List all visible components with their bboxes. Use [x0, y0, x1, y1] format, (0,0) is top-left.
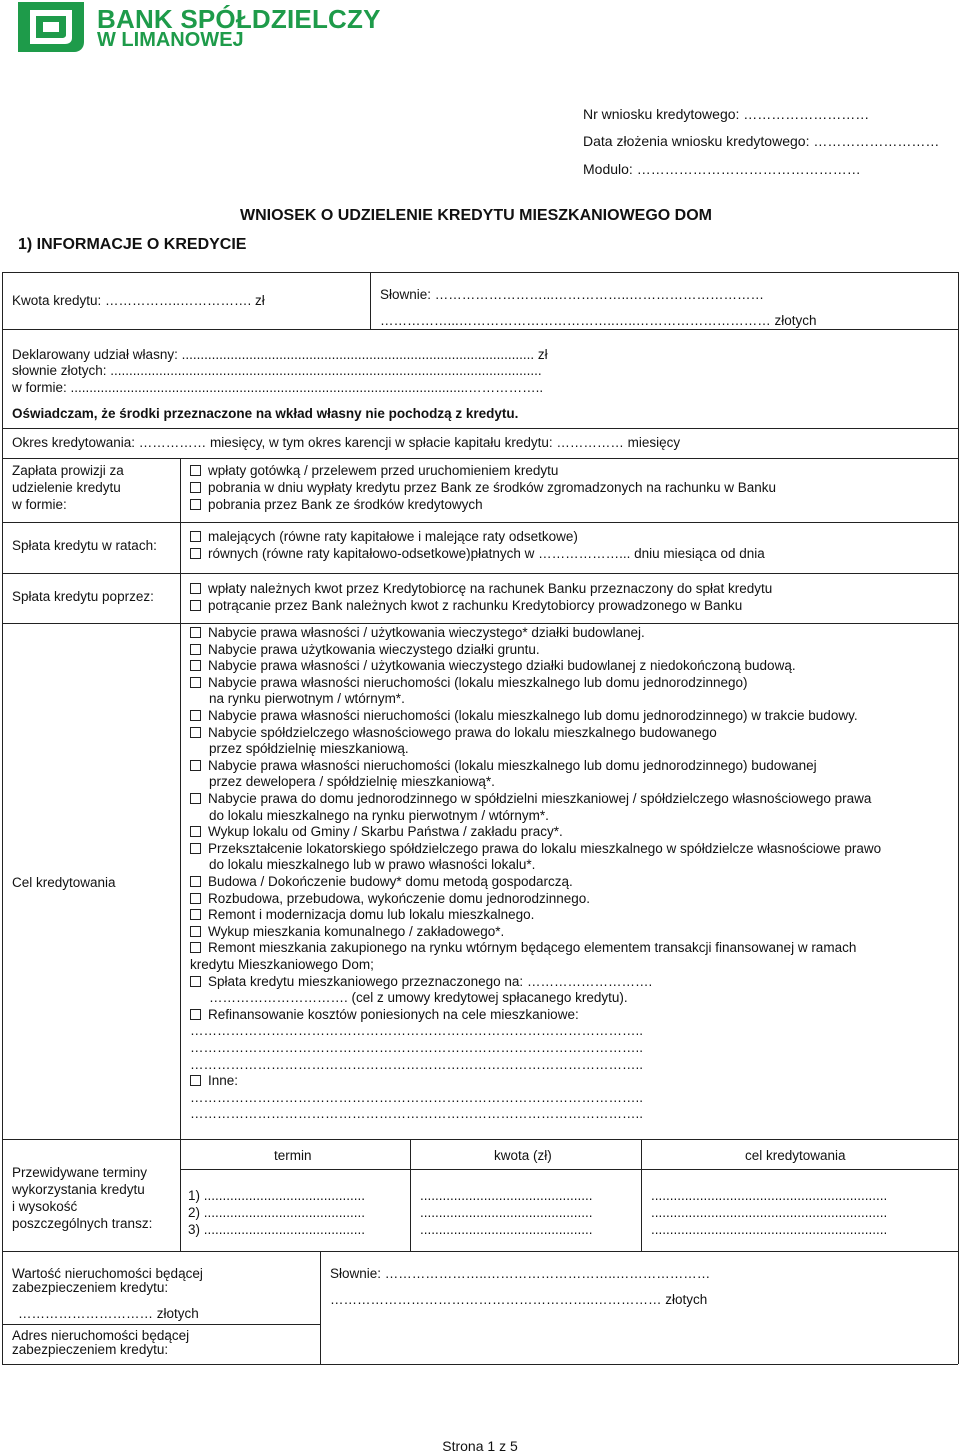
page-number: Strona 1 z 5	[442, 1438, 518, 1454]
repayment-method-label: Spłata kredytu poprzez:	[12, 589, 154, 604]
checkbox-icon[interactable]	[190, 548, 201, 559]
checkbox-icon[interactable]	[190, 876, 201, 887]
checkbox-icon[interactable]	[190, 760, 201, 771]
checkbox-icon[interactable]	[190, 627, 201, 638]
checkbox-icon[interactable]	[190, 482, 201, 493]
tranche-amount-field[interactable]: ..............................................	[420, 1205, 593, 1220]
tranche-purpose-field[interactable]: ...............................................................	[651, 1222, 888, 1237]
loan-purpose-option[interactable]: Refinansowanie kosztów poniesionych na cele mieszkaniowe:	[190, 1007, 579, 1023]
loan-purpose-option[interactable]: Inne:	[190, 1073, 238, 1089]
property-value-words-line2[interactable]: …………………………………………………..…………… złotych	[330, 1292, 708, 1307]
loan-amount-words-line2[interactable]: ……………...……………………………..…..………………………… złotych	[380, 313, 817, 328]
loan-purpose-option[interactable]: Budowa / Dokończenie budowy* domu metodą gospodarczą.	[190, 874, 573, 890]
checkbox-icon[interactable]	[190, 531, 201, 542]
checkbox-icon[interactable]	[190, 465, 201, 476]
loan-purpose-line[interactable]: na rynku pierwotnym / wtórnym*.	[209, 691, 405, 707]
commission-label-line2: udzielenie kredytu	[12, 480, 121, 495]
checkbox-icon[interactable]	[190, 843, 201, 854]
property-value-label-line1: Wartość nieruchomości będącej	[12, 1266, 203, 1281]
loan-purpose-option[interactable]: Wykup mieszkania komunalnego / zakładowego*.	[190, 924, 504, 940]
checkbox-icon[interactable]	[190, 600, 201, 611]
column-header-amount: kwota (zł)	[494, 1148, 552, 1163]
tranche-purpose-field[interactable]: ...............................................................	[651, 1188, 888, 1203]
tranches-label-line3: i wysokość	[12, 1199, 78, 1214]
checkbox-icon[interactable]	[190, 644, 201, 655]
section-title: 1) INFORMACJE O KREDYCIE	[18, 236, 247, 253]
loan-purpose-line[interactable]: ………………………………………………………………………………………..	[190, 1056, 644, 1072]
module-field[interactable]: Modulo: …………………………………………	[583, 161, 861, 177]
loan-purpose-option[interactable]: Remont mieszkania zakupionego na rynku wtórnym będącego elementem transakcji finansowanej w ramach	[190, 940, 856, 956]
property-value-label-line2: zabezpieczeniem kredytu:	[12, 1280, 169, 1295]
checkbox-icon[interactable]	[190, 926, 201, 937]
loan-purpose-line[interactable]: ………………………………………………………………………………………..	[190, 1040, 644, 1055]
installments-option[interactable]: malejących (równe raty kapitałowe i malejące raty odsetkowe)	[190, 529, 578, 545]
checkbox-icon[interactable]	[190, 976, 201, 987]
tranche-amount-field[interactable]: ..............................................	[420, 1222, 593, 1237]
loan-purpose-line[interactable]: do lokalu mieszkalnego na rynku pierwotnym / wtórnym*.	[209, 807, 549, 823]
bank-name-line2: W LIMANOWEJ	[97, 29, 244, 51]
loan-purpose-line[interactable]: do lokalu mieszkalnego lub w prawo własności lokalu*.	[209, 857, 536, 873]
loan-period-field[interactable]: Okres kredytowania: …………… miesięcy, w tym okres karencji w spłacie kapitału kredytu: …………… miesięcy	[12, 435, 681, 450]
column-header-term: termin	[274, 1148, 312, 1163]
checkbox-icon[interactable]	[190, 942, 201, 953]
tranche-term-field[interactable]: 1) ...........................................	[188, 1188, 366, 1203]
checkbox-icon[interactable]	[190, 893, 201, 904]
application-number-field[interactable]: Nr wniosku kredytowego: ………………………	[583, 106, 870, 122]
application-date-field[interactable]: Data złożenia wniosku kredytowego: ………………………	[583, 133, 940, 149]
loan-purpose-line[interactable]: kredytu Mieszkaniowego Dom;	[190, 957, 374, 972]
checkbox-icon[interactable]	[190, 499, 201, 510]
repayment-method-option[interactable]: potrącanie przez Bank należnych kwot z rachunku Kredytobiorcy prowadzonego w Banku	[190, 598, 742, 614]
commission-label-line1: Zapłata prowizji za	[12, 463, 124, 478]
loan-purpose-option[interactable]: Nabycie prawa własności / użytkowania wieczystego* działki budowlanej.	[190, 625, 645, 641]
tranche-term-field[interactable]: 3) ...........................................	[188, 1222, 366, 1237]
loan-purpose-line[interactable]: ………………………………………………………………………………………..	[190, 1106, 644, 1122]
checkbox-icon[interactable]	[190, 660, 201, 671]
loan-purpose-label: Cel kredytowania	[12, 875, 116, 890]
loan-purpose-option[interactable]: Nabycie prawa użytkowania wieczystego działki gruntu.	[190, 642, 540, 658]
repayment-method-option[interactable]: wpłaty należnych kwot przez Kredytobiorcę na rachunek Banku przeznaczony do spłat kredytu	[190, 581, 772, 597]
commission-option[interactable]: pobrania przez Bank ze środków kredytowych	[190, 497, 483, 513]
commission-option[interactable]: wpłaty gotówką / przelewem przed uruchomieniem kredytu	[190, 463, 558, 479]
loan-purpose-option[interactable]: Przekształcenie lokatorskiego spółdzielczego prawa do lokalu mieszkalnego w spółdzielcze własnościowe prawo	[190, 841, 881, 857]
own-funds-declaration: Oświadczam, że środki przeznaczone na wkład własny nie pochodzą z kredytu.	[12, 406, 519, 421]
column-header-purpose: cel kredytowania	[745, 1148, 846, 1163]
loan-purpose-line[interactable]: przez dewelopera / spółdzielnię mieszkaniową*.	[209, 774, 495, 790]
tranches-label-line4: poszczególnych transz:	[12, 1216, 153, 1231]
checkbox-icon[interactable]	[190, 1075, 201, 1086]
commission-option[interactable]: pobrania w dniu wypłaty kredytu przez Bank ze środków zgromadzonych na rachunku w Banku	[190, 480, 776, 496]
loan-purpose-line[interactable]: …………………………. (cel z umowy kredytowej spłacanego kredytu).	[209, 990, 628, 1006]
tranche-term-field[interactable]: 2) ...........................................	[188, 1205, 366, 1220]
tranche-amount-field[interactable]: ..............................................	[420, 1188, 593, 1203]
loan-purpose-option[interactable]: Nabycie spółdzielczego własnościowego prawa do lokalu mieszkalnego budowanego	[190, 725, 717, 741]
bank-logo-icon	[16, 2, 86, 54]
installments-label: Spłata kredytu w ratach:	[12, 538, 157, 553]
loan-purpose-option[interactable]: Nabycie prawa własności nieruchomości (lokalu mieszkalnego lub domu jednorodzinnego) budowanej	[190, 758, 817, 774]
checkbox-icon[interactable]	[190, 677, 201, 688]
loan-amount-field[interactable]: Kwota kredytu: ……………..……………. zł	[12, 293, 265, 308]
commission-label-line3: w formie:	[12, 497, 67, 512]
property-address-label-line2: zabezpieczeniem kredytu:	[12, 1342, 169, 1357]
own-contribution-form-field[interactable]: w formie: ..........................................................................................................……………..	[12, 380, 544, 395]
checkbox-icon[interactable]	[190, 1009, 201, 1020]
loan-purpose-line[interactable]: ………………………………………………………………………………………..	[190, 1089, 644, 1105]
installments-option[interactable]: równych (równe raty kapitałowo-odsetkowe)płatnych w ………………... dniu miesiąca od dnia	[190, 546, 765, 562]
loan-purpose-option[interactable]: Nabycie prawa własności / użytkowania wieczystego działki budowlanej z niedokończoną budową.	[190, 658, 796, 674]
own-contribution-words-field[interactable]: słownie złotych: ...................................................................................................................	[12, 363, 542, 378]
tranches-label-line1: Przewidywane terminy	[12, 1165, 148, 1180]
loan-purpose-option[interactable]: Rozbudowa, przebudowa, wykończenie domu jednorodzinnego.	[190, 891, 590, 907]
loan-purpose-option[interactable]: Nabycie prawa własności nieruchomości (lokalu mieszkalnego lub domu jednorodzinnego)	[190, 675, 748, 691]
property-value-field[interactable]: ………………………… złotych	[18, 1306, 199, 1321]
loan-amount-words-field[interactable]: Słownie: ……………………...……………..…………………………	[380, 287, 765, 302]
loan-purpose-line[interactable]: ………………………………………………………………………………………..	[190, 1023, 644, 1039]
loan-purpose-option[interactable]: Nabycie prawa do domu jednorodzinnego w spółdzielni mieszkaniowej / spółdzielczego własnościowego prawa	[190, 791, 871, 807]
checkbox-icon[interactable]	[190, 583, 201, 594]
bank-name-line1: BANK SPÓŁDZIELCZY	[97, 4, 381, 34]
loan-purpose-option[interactable]: Nabycie prawa własności nieruchomości (lokalu mieszkalnego lub domu jednorodzinnego) w trakcie budowy.	[190, 708, 858, 724]
property-address-label-line1: Adres nieruchomości będącej	[12, 1328, 190, 1343]
tranches-label-line2: wykorzystania kredytu	[12, 1182, 145, 1197]
loan-purpose-option[interactable]: Spłata kredytu mieszkaniowego przeznaczonego na: ……………………….	[190, 974, 652, 990]
property-value-words-field[interactable]: Słownie: …………………..………………………..…………………	[330, 1266, 711, 1281]
loan-purpose-option[interactable]: Wykup lokalu od Gminy / Skarbu Państwa / zakładu pracy*.	[190, 824, 563, 840]
checkbox-icon[interactable]	[190, 909, 201, 920]
checkbox-icon[interactable]	[190, 826, 201, 837]
own-contribution-field[interactable]: Deklarowany udział własny: .............................................................................................. zł	[12, 347, 548, 362]
checkbox-icon[interactable]	[190, 710, 201, 721]
checkbox-icon[interactable]	[190, 793, 201, 804]
loan-purpose-line[interactable]: przez spółdzielnię mieszkaniową.	[209, 741, 409, 757]
loan-purpose-option[interactable]: Remont i modernizacja domu lub lokalu mieszkalnego.	[190, 907, 534, 923]
document-title: WNIOSEK O UDZIELENIE KREDYTU MIESZKANIOWEGO DOM	[240, 207, 713, 224]
tranche-purpose-field[interactable]: ...............................................................	[651, 1205, 888, 1220]
checkbox-icon[interactable]	[190, 727, 201, 738]
